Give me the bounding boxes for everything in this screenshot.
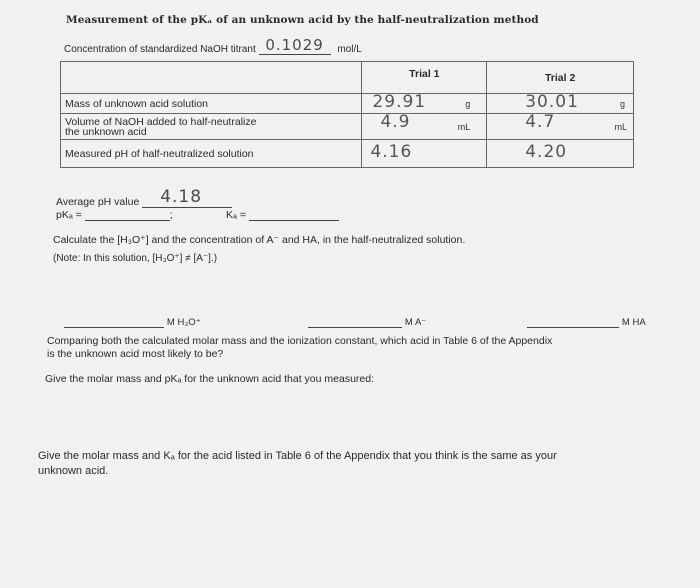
a-minus-conc-field[interactable] (308, 317, 402, 328)
ka-label: Kₐ = (226, 209, 246, 221)
note: (Note: In this solution, [H₃O⁺] ≠ [A⁻].) (53, 253, 218, 264)
h3o-conc-line (64, 316, 201, 328)
average-ph-label: Average pH value (56, 196, 140, 208)
ph-trial-1: 4.16 (370, 142, 413, 162)
a-minus-conc-label: M A⁻ (404, 317, 427, 328)
volume-unit: mL (457, 121, 471, 132)
h3o-conc-field[interactable] (64, 317, 164, 328)
row-label-volume: Volume of NaOH added to half-neutralize the unknown acid (61, 114, 362, 140)
volume-trial-2-cell[interactable] (487, 114, 634, 140)
header-trial-1: Trial 1 (362, 62, 487, 94)
calc-instruction: Calculate the [H₃O⁺] and the concentration of A⁻ and HA, in the half-neutralized solution. (53, 234, 466, 246)
concentration-field[interactable] (259, 36, 331, 55)
concentration-value: 0.1029 (265, 36, 324, 54)
ph-trial-2-cell[interactable] (487, 140, 634, 168)
volume-trial-2: 4.7 (525, 112, 556, 132)
worksheet-title: Measurement of the pKₐ of an unknown acid by the half-neutralization method (66, 14, 539, 26)
volume-trial-1: 4.9 (380, 112, 411, 132)
question-molar-pka: Give the molar mass and pKₐ for the unknown acid that you measured: (45, 373, 374, 385)
mass-trial-2: 30.01 (525, 92, 579, 112)
concentration-unit: mol/L (337, 44, 362, 55)
mass-trial-2-cell[interactable] (487, 94, 634, 114)
pka-label: pKₐ = (56, 209, 82, 221)
mass-unit: g (465, 98, 471, 109)
table-row (61, 114, 634, 140)
table-row (61, 94, 634, 114)
ha-conc-line (527, 316, 646, 328)
mass-trial-1: 29.91 (372, 92, 427, 112)
average-ph-value: 4.18 (160, 187, 203, 207)
a-minus-conc-line (308, 316, 426, 328)
mass-unit-2: g (619, 98, 625, 109)
ph-trial-1-cell[interactable] (362, 140, 487, 168)
concentration-label: Concentration of standardized NaOH titrant (64, 44, 256, 55)
average-ph-field[interactable] (142, 187, 232, 208)
table-header-row (61, 62, 634, 94)
question-molar-ka: Give the molar mass and Kₐ for the acid listed in Table 6 of the Appendix that you think is the same as your unknown acid. (38, 450, 557, 477)
ka-line (226, 209, 339, 221)
row-label-mass: Mass of unknown acid solution (61, 94, 362, 114)
row-label-ph: Measured pH of half-neutralized solution (61, 140, 362, 168)
mass-trial-1-cell[interactable] (362, 94, 487, 114)
table-row (61, 140, 634, 168)
h3o-conc-label: M H₃O⁺ (166, 317, 201, 328)
ka-field[interactable] (249, 210, 339, 221)
header-trial-2: Trial 2 (487, 62, 634, 94)
pka-line: pKₐ = ; (56, 209, 173, 221)
question-compare: Comparing both the calculated molar mass and the ionization constant, which acid in Table 6 of the Appendix is the unknown acid most likely to be? (47, 335, 553, 360)
average-ph-line (56, 187, 232, 208)
ph-trial-2: 4.20 (525, 142, 568, 162)
volume-unit-2: mL (614, 121, 627, 132)
data-table (60, 61, 634, 168)
ha-conc-field[interactable] (527, 317, 619, 328)
volume-trial-1-cell[interactable] (362, 114, 487, 140)
concentration-line (64, 36, 362, 55)
ha-conc-label: M HA (621, 317, 646, 328)
pka-field[interactable] (85, 210, 170, 221)
